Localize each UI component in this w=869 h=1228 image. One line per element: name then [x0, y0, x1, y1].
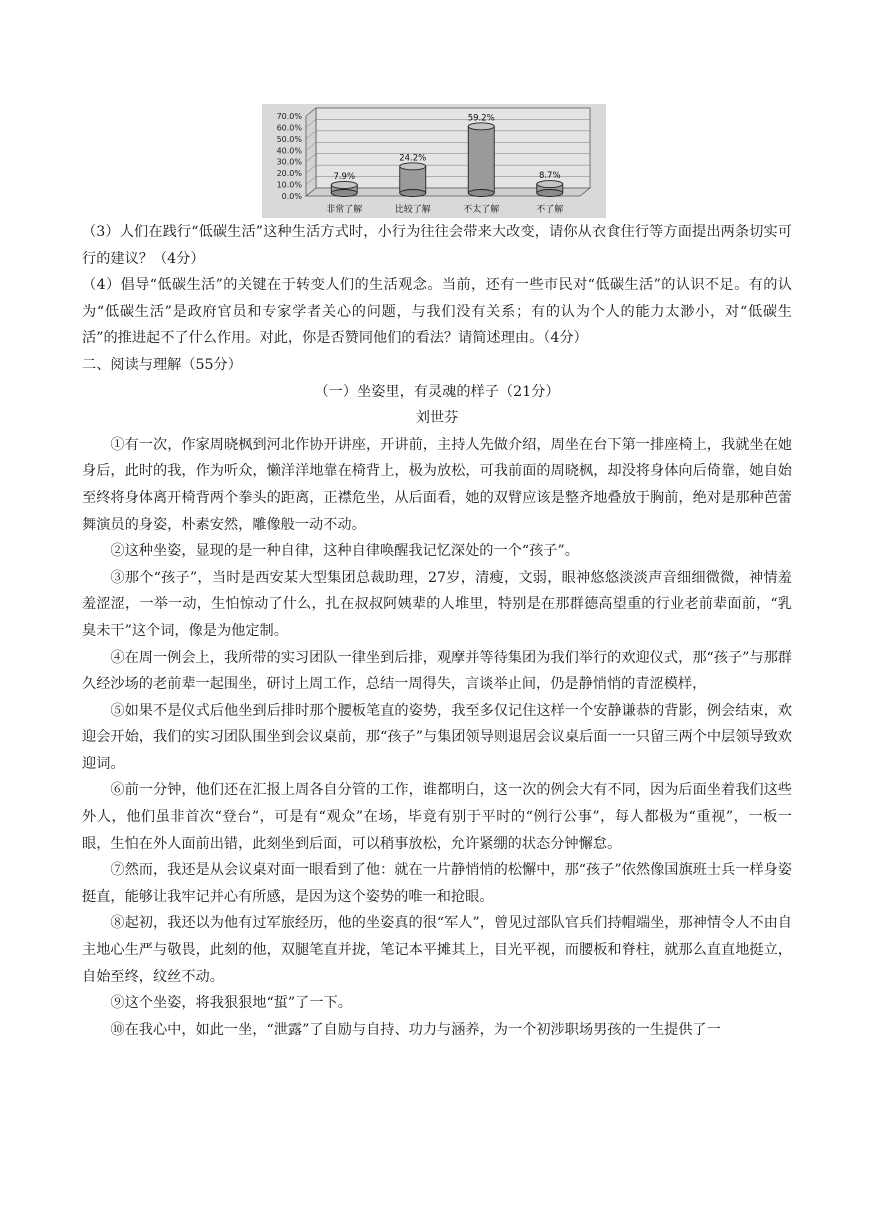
chart-bar-base — [400, 190, 426, 197]
article-body — [82, 432, 792, 1044]
article-paragraph: ④在周一例会上，我所带的实习团队一律坐到后排，观摩并等待集团为我们举行的欢迎仪式，那“孩子”与那群久经沙场的老前辈一起围坐，研讨上周工作，总结一周得失，言谈举止间，仍是静悄悄的青涩模样， — [82, 649, 792, 693]
chart-bar — [468, 126, 494, 193]
chart-y-tick-label: 30.0% — [276, 157, 302, 167]
chart-y-tick-label: 20.0% — [276, 169, 302, 179]
chart-y-tick-label: 70.0% — [276, 112, 302, 121]
chart-data-label: 59.2% — [467, 113, 495, 124]
chart-category-label: 不太了解 — [463, 205, 500, 215]
article-title: （一）坐姿里，有灵魂的样子（21分） — [314, 383, 560, 400]
article-paragraph: ⑦然而，我还是从会议桌对面一眼看到了他：就在一片静悄悄的松懈中，那“孩子”依然像国旗班士兵一样身姿挺直，能够让我牢记并心有所感，是因为这个姿势的唯一和抢眼。 — [82, 862, 792, 905]
article-author: 刘世芬 — [415, 410, 459, 427]
section-heading: 二、阅读与理解（55分） — [82, 356, 242, 373]
article-paragraph: ⑤如果不是仪式后他坐到后排时那个腰板笔直的姿势，我至多仅记住这样一个安静谦恭的背影，例会结束，欢迎会开始，我们的实习团队围坐到会议桌前，那“孩子”与集团领导则退居会议桌后面一一只留三两个中层领导致欢迎词。 — [82, 702, 792, 772]
article-paragraph: ③那个“孩子”，当时是西安某大型集团总裁助理，27岁，清瘦，文弱，眼神悠悠淡淡声音细细微微，神情羞羞涩涩，一举一动，生怕惊动了什么，扎在叔叔阿姨辈的人堆里，特别是在那群德高望重的行业老前辈面前，“乳臭未干”这个词，像是为他定制。 — [82, 569, 792, 639]
chart-y-tick-label: 0.0% — [281, 192, 302, 201]
chart-bar-top — [400, 163, 426, 170]
chart-bar-top — [537, 181, 563, 188]
chart-y-tick-label: 40.0% — [276, 146, 302, 156]
chart-bar — [400, 166, 426, 193]
chart-bar-base — [331, 190, 357, 197]
article-paragraph: ⑨这个坐姿，将我狠狠地“蜇”了一下。 — [110, 995, 352, 1012]
question-3: （3）人们在践行“低碳生活”这种生活方式时，小行为往往会带来大改变，请你从衣食住行等方面提出两条切实可行的建议？（4分） — [82, 224, 792, 267]
question-4: （4）倡导“低碳生活”的关键在于转变人们的生活观念。当前，还有一些市民对“低碳生活”的认识不足。有的认为“低碳生活”是政府官员和专家学者关心的问题，与我们没有关系；有的认为个人的能力太渺小，对“低碳生活”的推进起不了什么作用。对此，你是否赞同他们的看法？请简述理由。（4分） — [82, 277, 792, 347]
article-paragraph: ⑩在我心中，如此一坐，“泄露”了自励与自持、功力与涵养，为一个初涉职场男孩的一生提供了一 — [110, 1021, 721, 1038]
chart-data-label: 7.9% — [333, 171, 356, 182]
article-paragraph: ②这种坐姿，显现的是一种自律，这种自律唤醒我记忆深处的一个“孩子”。 — [110, 543, 579, 560]
article-paragraph: ⑧起初，我还以为他有过军旅经历，他的坐姿真的很“军人”，曾见过部队官兵们持帽端坐，那神情令人不由自主地心生严与敬畏，此刻的他，双腿笔直并拢，笔记本平摊其上，目光平视，而腰板和脊柱，就那么直直地挺立，自始至终，纹丝不动。 — [82, 915, 792, 985]
chart-bar-base — [468, 190, 494, 197]
chart-bar-top — [331, 181, 357, 188]
chart-y-tick-label: 50.0% — [276, 134, 302, 144]
chart-side-wall — [306, 108, 316, 196]
chart-svg — [262, 104, 606, 218]
text-block — [82, 219, 792, 1043]
chart-category-label: 非常了解 — [326, 205, 363, 215]
chart-data-label: 24.2% — [399, 153, 427, 164]
chart-data-label: 8.7% — [538, 171, 561, 182]
chart-y-tick-label: 60.0% — [276, 123, 302, 133]
chart-y-tick-label: 10.0% — [276, 180, 302, 190]
chart-bar-base — [537, 190, 563, 197]
survey-bar-chart — [262, 104, 606, 218]
article-paragraph: ⑥前一分钟，他们还在汇报上周各自分管的工作，谁都明白，这一次的例会大有不同，因为后面坐着我们这些外人，他们虽非首次“登台”，可是有“观众”在场，毕竟有别于平时的“例行公事”，每人都极为“重视”，一板一眼，生怕在外人面前出错，此刻坐到后面，可以稍事放松，允许紧绷的状态分钟懈怠。 — [82, 782, 792, 852]
chart-category-label: 不了解 — [536, 205, 564, 215]
chart-category-label: 比较了解 — [394, 205, 431, 215]
article-paragraph: ①有一次，作家周晓枫到河北作协开讲座，开讲前，主持人先做介绍，周坐在台下第一排座椅上，我就坐在她身后，此时的我，作为听众，懒洋洋地靠在椅背上，极为放松，可我前面的周晓枫，却没将身体向后倚靠，她自始至终将身体离开椅背两个拳头的距离，正襟危坐，从后面看，她的双臂应该是整齐地叠放于胸前，绝对是那种芭蕾舞演员的身姿，朴素安然，雕像般一动不动。 — [82, 436, 792, 533]
chart-bar-top — [468, 123, 494, 130]
